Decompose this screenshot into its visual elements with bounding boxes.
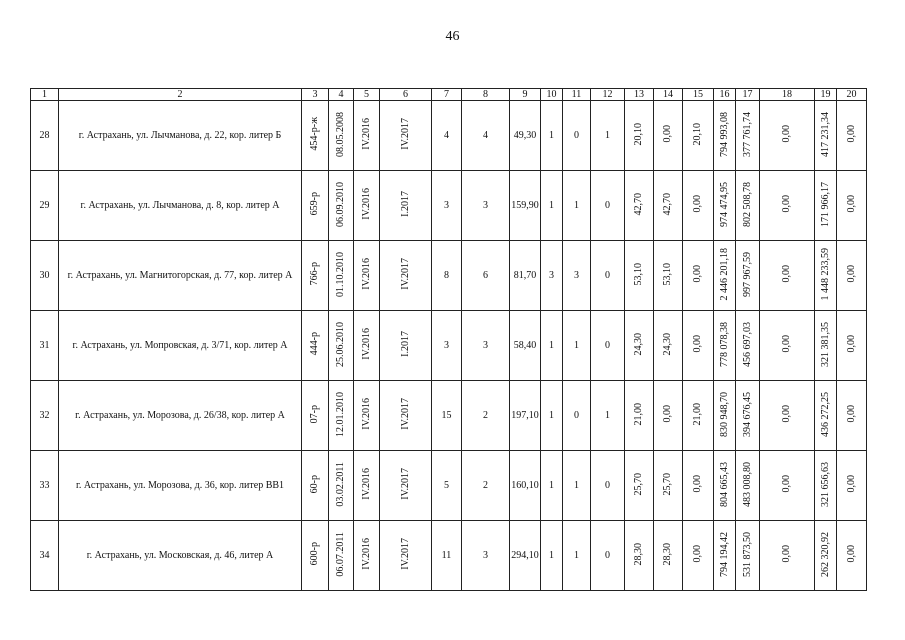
page-number: 46 <box>445 29 460 44</box>
cell-value: 444-р <box>309 332 320 356</box>
cell-value: 2 446 201,18 <box>718 247 730 301</box>
cell-value: 0,00 <box>845 545 857 563</box>
column-header-12: 12 <box>591 89 625 101</box>
cell-col-7: 3 <box>432 311 462 381</box>
cell-col-6 <box>380 451 432 521</box>
cell-col-3 <box>302 241 329 311</box>
column-header-8: 8 <box>462 89 510 101</box>
cell-value: 21,00 <box>633 402 644 426</box>
cell-col-7: 15 <box>432 381 462 451</box>
cell-col-1: 29 <box>31 171 59 241</box>
cell-col-3 <box>302 451 329 521</box>
cell-value: 20,10 <box>633 122 644 146</box>
column-header-3: 3 <box>302 89 329 101</box>
cell-col-11: 1 <box>563 451 591 521</box>
cell-value: 0,00 <box>692 475 703 493</box>
column-header-19: 19 <box>815 89 837 101</box>
cell-value: 321 381,35 <box>819 321 831 367</box>
cell-col-16 <box>714 101 736 171</box>
cell-col-10: 3 <box>541 241 563 311</box>
cell-col-13 <box>625 241 654 311</box>
cell-col-6 <box>380 311 432 381</box>
cell-col-3 <box>302 171 329 241</box>
cell-col-8: 3 <box>462 171 510 241</box>
cell-value: 53,10 <box>633 262 644 286</box>
column-header-13: 13 <box>625 89 654 101</box>
address-cell: г. Астрахань, ул. Морозова, д. 26/38, кор. литер А <box>59 381 302 451</box>
cell-col-14 <box>654 241 683 311</box>
cell-col-10: 1 <box>541 171 563 241</box>
cell-value: 0,00 <box>662 125 673 143</box>
cell-col-19 <box>815 311 837 381</box>
cell-value: IV.2016 <box>360 118 372 150</box>
cell-col-9: 294,10 <box>510 521 541 591</box>
cell-col-20 <box>837 101 867 171</box>
cell-col-16 <box>714 451 736 521</box>
cell-col-15 <box>683 311 714 381</box>
cell-col-17 <box>736 311 760 381</box>
cell-col-16 <box>714 241 736 311</box>
cell-value: 456 697,03 <box>741 321 753 367</box>
header-row <box>31 89 867 101</box>
cell-value: 21,00 <box>692 402 703 426</box>
cell-value: 802 508,78 <box>741 181 753 227</box>
address-cell: г. Астрахань, ул. Магнитогорская, д. 77, кор. литер А <box>59 241 302 311</box>
cell-col-7: 4 <box>432 101 462 171</box>
cell-col-17 <box>736 381 760 451</box>
cell-col-20 <box>837 521 867 591</box>
cell-value: 436 272,25 <box>819 391 831 437</box>
column-header-16: 16 <box>714 89 736 101</box>
cell-col-14 <box>654 451 683 521</box>
cell-value: 0,00 <box>845 195 857 213</box>
cell-col-17 <box>736 101 760 171</box>
cell-col-20 <box>837 241 867 311</box>
cell-col-13 <box>625 381 654 451</box>
column-header-4: 4 <box>329 89 354 101</box>
cell-col-4 <box>329 171 354 241</box>
cell-col-1: 30 <box>31 241 59 311</box>
cell-col-11: 1 <box>563 171 591 241</box>
cell-col-5 <box>354 381 380 451</box>
cell-col-8: 3 <box>462 311 510 381</box>
cell-col-16 <box>714 381 736 451</box>
cell-col-5 <box>354 451 380 521</box>
cell-col-1: 33 <box>31 451 59 521</box>
column-header-7: 7 <box>432 89 462 101</box>
cell-value: 0,00 <box>692 265 703 283</box>
cell-value: 20,10 <box>692 122 703 146</box>
column-header-18: 18 <box>760 89 815 101</box>
cell-col-19 <box>815 381 837 451</box>
address-cell: г. Астрахань, ул. Морозова, д. 36, кор. литер ВВ1 <box>59 451 302 521</box>
cell-value: 794 993,08 <box>718 111 730 157</box>
cell-col-12: 0 <box>591 171 625 241</box>
cell-value: 0,00 <box>845 125 857 143</box>
cell-col-12: 1 <box>591 381 625 451</box>
cell-value: IV.2016 <box>360 188 372 220</box>
cell-col-7: 3 <box>432 171 462 241</box>
cell-col-14 <box>654 381 683 451</box>
cell-col-18 <box>760 521 815 591</box>
cell-value: 03.02.2011 <box>335 461 346 507</box>
cell-value: IV.2017 <box>399 258 411 290</box>
cell-value: 53,10 <box>662 262 673 286</box>
cell-value: 531 873,50 <box>741 531 753 577</box>
cell-value: 01.10.2010 <box>335 251 346 297</box>
cell-value: 0,00 <box>692 335 703 353</box>
cell-value: 830 948,70 <box>718 391 730 437</box>
column-header-6: 6 <box>380 89 432 101</box>
column-header-1: 1 <box>31 89 59 101</box>
cell-col-10: 1 <box>541 101 563 171</box>
cell-value: 0,00 <box>692 545 703 563</box>
cell-value: 0,00 <box>781 545 792 563</box>
cell-value: IV.2016 <box>360 328 372 360</box>
cell-value: 262 320,92 <box>819 531 831 577</box>
cell-col-18 <box>760 381 815 451</box>
cell-col-15 <box>683 521 714 591</box>
cell-col-12: 0 <box>591 451 625 521</box>
cell-value: 08.05.2008 <box>335 111 346 157</box>
cell-value: 766-р <box>309 262 320 286</box>
cell-value: 06.07.2011 <box>335 531 346 577</box>
cell-col-18 <box>760 171 815 241</box>
cell-col-11: 0 <box>563 101 591 171</box>
cell-value: 0,00 <box>845 265 857 283</box>
cell-col-9: 159,90 <box>510 171 541 241</box>
cell-value: 0,00 <box>692 195 703 213</box>
cell-value: IV.2017 <box>399 118 411 150</box>
cell-col-15 <box>683 101 714 171</box>
cell-value: 0,00 <box>781 335 792 353</box>
cell-col-7: 8 <box>432 241 462 311</box>
cell-col-9: 49,30 <box>510 101 541 171</box>
cell-value: 0,00 <box>662 405 673 423</box>
table-row <box>31 451 867 521</box>
column-header-14: 14 <box>654 89 683 101</box>
cell-col-18 <box>760 241 815 311</box>
cell-col-14 <box>654 171 683 241</box>
cell-value: 794 194,42 <box>718 531 730 577</box>
cell-col-5 <box>354 311 380 381</box>
cell-col-3 <box>302 381 329 451</box>
cell-value: IV.2016 <box>360 538 372 570</box>
cell-col-5 <box>354 171 380 241</box>
cell-col-15 <box>683 241 714 311</box>
cell-col-4 <box>329 451 354 521</box>
cell-col-12: 1 <box>591 101 625 171</box>
cell-col-3 <box>302 101 329 171</box>
address-cell: г. Астрахань, ул. Московская, д. 46, литер А <box>59 521 302 591</box>
cell-value: 0,00 <box>845 405 857 423</box>
cell-value: 42,70 <box>662 192 673 216</box>
column-header-11: 11 <box>563 89 591 101</box>
cell-col-10: 1 <box>541 381 563 451</box>
cell-col-20 <box>837 381 867 451</box>
cell-value: I.2017 <box>399 191 411 217</box>
cell-col-17 <box>736 521 760 591</box>
column-header-2: 2 <box>59 89 302 101</box>
cell-value: 0,00 <box>781 125 792 143</box>
cell-col-11: 1 <box>563 521 591 591</box>
cell-value: 0,00 <box>781 265 792 283</box>
cell-col-15 <box>683 171 714 241</box>
cell-value: 0,00 <box>845 475 857 493</box>
table-row <box>31 241 867 311</box>
cell-col-19 <box>815 241 837 311</box>
cell-col-11: 0 <box>563 381 591 451</box>
cell-col-10: 1 <box>541 311 563 381</box>
address-cell: г. Астрахань, ул. Лычманова, д. 8, кор. литер А <box>59 171 302 241</box>
cell-value: 377 761,74 <box>741 111 753 157</box>
address-cell: г. Астрахань, ул. Лычманова, д. 22, кор. литер Б <box>59 101 302 171</box>
cell-value: 171 966,17 <box>819 181 831 227</box>
cell-value: 804 665,43 <box>718 461 730 507</box>
cell-value: 07-р <box>309 404 320 424</box>
cell-col-6 <box>380 381 432 451</box>
cell-col-1: 32 <box>31 381 59 451</box>
column-header-15: 15 <box>683 89 714 101</box>
table-row <box>31 381 867 451</box>
cell-col-18 <box>760 451 815 521</box>
cell-col-5 <box>354 101 380 171</box>
cell-col-9: 81,70 <box>510 241 541 311</box>
cell-col-11: 3 <box>563 241 591 311</box>
cell-col-8: 2 <box>462 451 510 521</box>
cell-col-16 <box>714 521 736 591</box>
cell-value: IV.2017 <box>399 468 411 500</box>
cell-value: 454-р-ж <box>309 117 320 151</box>
cell-col-14 <box>654 521 683 591</box>
cell-value: 0,00 <box>781 195 792 213</box>
column-header-9: 9 <box>510 89 541 101</box>
cell-col-4 <box>329 381 354 451</box>
column-header-17: 17 <box>736 89 760 101</box>
cell-col-8: 4 <box>462 101 510 171</box>
cell-col-12: 0 <box>591 241 625 311</box>
cell-col-15 <box>683 451 714 521</box>
cell-col-6 <box>380 241 432 311</box>
cell-col-17 <box>736 451 760 521</box>
cell-value: 25,70 <box>662 472 673 496</box>
cell-col-8: 3 <box>462 521 510 591</box>
cell-value: 06.09.2010 <box>335 181 346 227</box>
cell-col-18 <box>760 311 815 381</box>
column-header-10: 10 <box>541 89 563 101</box>
cell-value: IV.2017 <box>399 538 411 570</box>
cell-value: 0,00 <box>781 405 792 423</box>
cell-value: 659-р <box>309 192 320 216</box>
cell-col-3 <box>302 521 329 591</box>
cell-col-12: 0 <box>591 521 625 591</box>
cell-value: 1 448 233,59 <box>819 247 831 301</box>
cell-col-13 <box>625 451 654 521</box>
cell-col-18 <box>760 101 815 171</box>
cell-value: 12.01.2010 <box>335 391 346 437</box>
cell-col-9: 197,10 <box>510 381 541 451</box>
cell-value: 997 967,59 <box>741 251 753 297</box>
cell-col-13 <box>625 171 654 241</box>
cell-col-10: 1 <box>541 521 563 591</box>
cell-value: IV.2016 <box>360 468 372 500</box>
cell-col-7: 5 <box>432 451 462 521</box>
column-header-20: 20 <box>837 89 867 101</box>
cell-col-9: 58,40 <box>510 311 541 381</box>
cell-value: 0,00 <box>845 335 857 353</box>
cell-col-19 <box>815 451 837 521</box>
cell-col-9: 160,10 <box>510 451 541 521</box>
cell-value: 600-р <box>309 542 320 566</box>
cell-col-1: 31 <box>31 311 59 381</box>
cell-col-16 <box>714 171 736 241</box>
cell-col-20 <box>837 451 867 521</box>
cell-col-1: 34 <box>31 521 59 591</box>
table-row <box>31 311 867 381</box>
cell-value: 778 078,38 <box>718 321 730 367</box>
table-row <box>31 171 867 241</box>
address-cell: г. Астрахань, ул. Мопровская, д. 3/71, кор. литер А <box>59 311 302 381</box>
cell-col-15 <box>683 381 714 451</box>
cell-value: 28,30 <box>662 542 673 566</box>
cell-col-5 <box>354 521 380 591</box>
cell-value: 24,30 <box>662 332 673 356</box>
cell-value: 25,70 <box>633 472 644 496</box>
cell-value: 0,00 <box>781 475 792 493</box>
cell-value: IV.2016 <box>360 398 372 430</box>
cell-col-3 <box>302 311 329 381</box>
cell-col-6 <box>380 521 432 591</box>
cell-value: 60-р <box>309 474 320 494</box>
cell-value: 42,70 <box>633 192 644 216</box>
housing-table <box>30 88 867 591</box>
cell-col-11: 1 <box>563 311 591 381</box>
cell-col-8: 2 <box>462 381 510 451</box>
cell-col-13 <box>625 521 654 591</box>
cell-col-5 <box>354 241 380 311</box>
cell-col-7: 11 <box>432 521 462 591</box>
cell-col-20 <box>837 171 867 241</box>
cell-col-10: 1 <box>541 451 563 521</box>
cell-col-6 <box>380 171 432 241</box>
cell-col-14 <box>654 101 683 171</box>
cell-value: IV.2017 <box>399 398 411 430</box>
cell-value: IV.2016 <box>360 258 372 290</box>
cell-col-13 <box>625 311 654 381</box>
cell-value: 394 676,45 <box>741 391 753 437</box>
cell-value: 321 656,63 <box>819 461 831 507</box>
cell-value: 417 231,34 <box>819 111 831 157</box>
column-header-5: 5 <box>354 89 380 101</box>
cell-value: I.2017 <box>399 331 411 357</box>
cell-col-4 <box>329 311 354 381</box>
cell-value: 28,30 <box>633 542 644 566</box>
cell-col-19 <box>815 101 837 171</box>
cell-col-19 <box>815 521 837 591</box>
cell-value: 25.06.2010 <box>335 321 346 367</box>
cell-value: 974 474,95 <box>718 181 730 227</box>
cell-value: 24,30 <box>633 332 644 356</box>
table-row <box>31 101 867 171</box>
cell-col-4 <box>329 521 354 591</box>
cell-col-4 <box>329 241 354 311</box>
cell-col-8: 6 <box>462 241 510 311</box>
cell-col-17 <box>736 171 760 241</box>
cell-value: 483 008,80 <box>741 461 753 507</box>
cell-col-14 <box>654 311 683 381</box>
cell-col-17 <box>736 241 760 311</box>
table-row <box>31 521 867 591</box>
cell-col-20 <box>837 311 867 381</box>
cell-col-16 <box>714 311 736 381</box>
cell-col-6 <box>380 101 432 171</box>
cell-col-19 <box>815 171 837 241</box>
cell-col-13 <box>625 101 654 171</box>
cell-col-12: 0 <box>591 311 625 381</box>
cell-col-1: 28 <box>31 101 59 171</box>
cell-col-4 <box>329 101 354 171</box>
